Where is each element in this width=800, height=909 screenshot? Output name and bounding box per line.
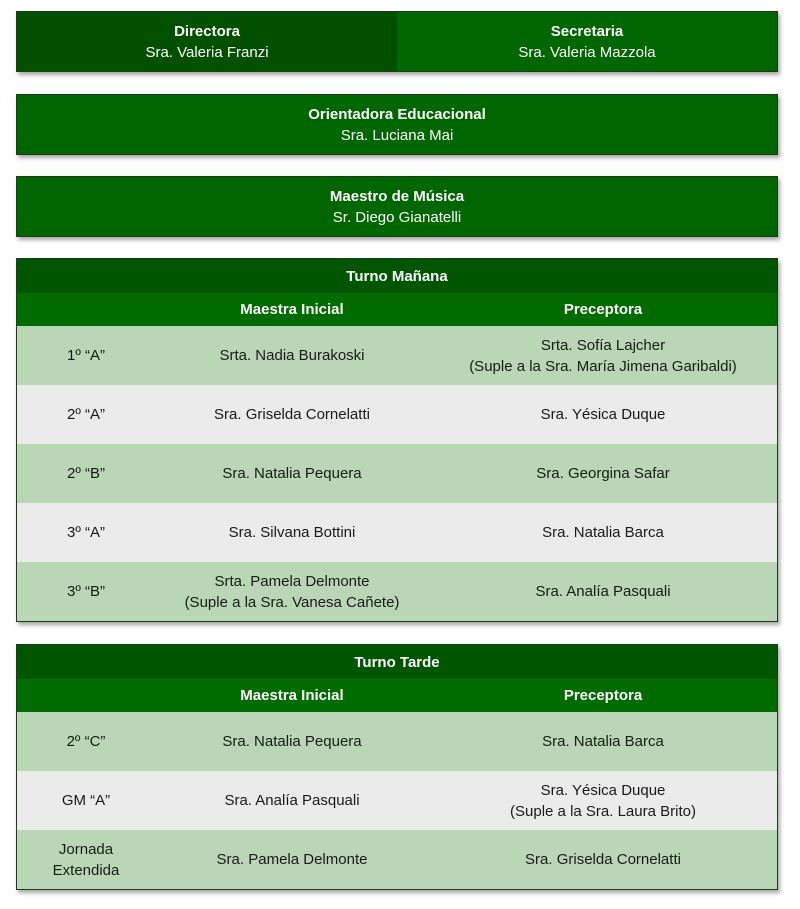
header-maestra: Maestra Inicial (240, 687, 344, 704)
table-header-row (17, 679, 777, 712)
cell-grado (17, 562, 155, 621)
cell-preceptora (429, 503, 777, 562)
cell-grado (17, 712, 155, 771)
cell-preceptora (429, 830, 777, 889)
cell-preceptora (429, 385, 777, 444)
cell-preceptora (429, 771, 777, 830)
cell-note: (Suple a la Sra. Vanesa Cañete) (184, 593, 400, 611)
cell-grado (17, 503, 155, 562)
staff-cell-orientadora (17, 95, 777, 154)
cell-text: Sra. Griselda Cornelatti (525, 851, 681, 868)
table-row (17, 830, 777, 889)
header-grado (17, 679, 155, 712)
cell-text: Sra. Natalia Barca (542, 733, 664, 750)
cell-text: Sra. Analía Pasquali (224, 792, 360, 809)
header-preceptora: Preceptora (563, 687, 643, 704)
table-title: Turno Tarde (17, 645, 777, 679)
table-row (17, 771, 777, 830)
staff-cell-musica (17, 177, 777, 236)
cell-text: 1º “A” (67, 347, 105, 364)
cell-grado (17, 385, 155, 444)
staff-role: Secretaria (550, 22, 624, 40)
cell-grado (17, 444, 155, 503)
table-title: Turno Mañana (17, 259, 777, 293)
table-row (17, 444, 777, 503)
staff-name: Sra. Valeria Franzi (145, 43, 269, 61)
cell-maestra (155, 771, 429, 830)
cell-maestra (155, 326, 429, 385)
cell-text: Srta. Pamela Delmonte (214, 572, 370, 590)
cell-text: Sra. Yésica Duque (540, 406, 666, 423)
cell-text: Sra. Analía Pasquali (535, 583, 671, 600)
staff-role: Directora (174, 22, 240, 40)
cell-text: 2º “C” (66, 733, 106, 750)
table-turno-tarde (16, 644, 778, 890)
cell-preceptora (429, 712, 777, 771)
table-row (17, 326, 777, 385)
header-grado (17, 293, 155, 326)
header-maestra: Maestra Inicial (240, 301, 344, 318)
cell-text: Sra. Natalia Pequera (222, 465, 362, 482)
table-header-row (17, 293, 777, 326)
cell-text: Sra. Silvana Bottini (228, 524, 356, 541)
cell-text: Srta. Sofía Lajcher (540, 336, 666, 354)
cell-text: Sra. Griselda Cornelatti (214, 406, 370, 423)
staff-cell-secretaria (397, 12, 777, 71)
staff-box-musica (16, 176, 778, 237)
staff-role: Maestro de Música (329, 187, 465, 205)
cell-text: Sra. Natalia Barca (542, 524, 664, 541)
cell-maestra (155, 385, 429, 444)
staff-name: Sra. Luciana Mai (340, 126, 454, 144)
cell-text: GM “A” (61, 792, 111, 809)
cell-text: Sra. Natalia Pequera (222, 733, 362, 750)
cell-text: Srta. Nadia Burakoski (219, 347, 365, 364)
cell-maestra (155, 562, 429, 621)
staff-box-orientadora (16, 94, 778, 155)
cell-note: (Suple a la Sra. Laura Brito) (510, 802, 696, 820)
cell-maestra (155, 830, 429, 889)
cell-preceptora (429, 562, 777, 621)
cell-text: Extendida (52, 861, 120, 879)
staff-name: Sra. Valeria Mazzola (518, 43, 656, 61)
table-row (17, 562, 777, 621)
cell-text: 3º “A” (67, 524, 105, 541)
cell-maestra (155, 712, 429, 771)
staff-role: Orientadora Educacional (308, 105, 486, 123)
cell-text: Sra. Yésica Duque (540, 781, 666, 799)
cell-note: (Suple a la Sra. María Jimena Garibaldi) (469, 357, 737, 375)
staff-name: Sr. Diego Gianatelli (332, 208, 462, 226)
table-row (17, 712, 777, 771)
cell-text: 2º “A” (67, 406, 105, 423)
staff-box-direccion (16, 11, 778, 72)
table-row (17, 503, 777, 562)
cell-text: Sra. Georgina Safar (536, 465, 670, 482)
cell-grado (17, 771, 155, 830)
cell-text: 3º “B” (67, 583, 105, 600)
cell-grado (17, 326, 155, 385)
table-row (17, 385, 777, 444)
cell-text: 2º “B” (67, 465, 105, 482)
cell-text: Sra. Pamela Delmonte (216, 851, 368, 868)
table-turno-manana (16, 258, 778, 622)
staff-cell-directora (17, 12, 397, 71)
cell-maestra (155, 444, 429, 503)
cell-preceptora (429, 326, 777, 385)
cell-grado (17, 830, 155, 889)
header-preceptora: Preceptora (563, 301, 643, 318)
cell-text: Jornada (58, 840, 114, 858)
cell-maestra (155, 503, 429, 562)
cell-preceptora (429, 444, 777, 503)
